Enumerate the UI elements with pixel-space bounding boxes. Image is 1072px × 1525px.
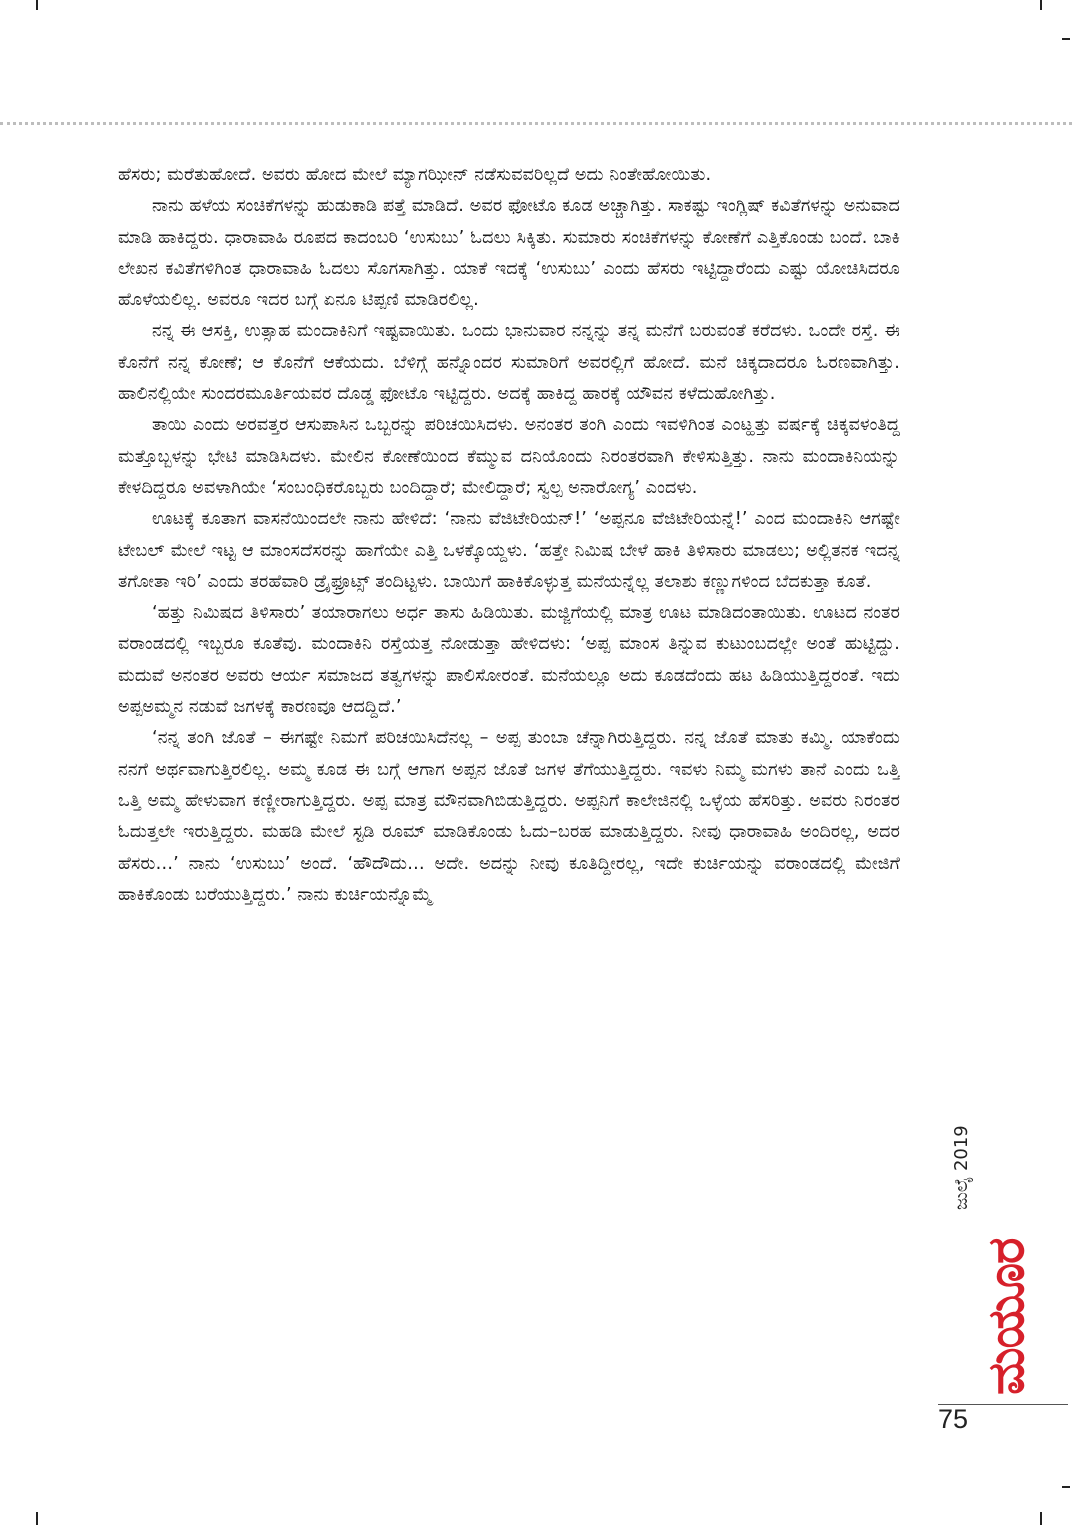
magazine-logo: ಮಯೂರ <box>977 1238 1035 1395</box>
article-paragraph: ‘ಹತ್ತು ನಿಮಿಷದ ತಿಳಿಸಾರು’ ತಯಾರಾಗಲು ಅರ್ಧ ತಾಸು ಹಿಡಿಯಿತು. ಮಜ್ಜಿಗೆಯಲ್ಲಿ ಮಾತ್ರ ಊಟ ಮಾಡಿದಂತಾಯಿತು. ಊಟದ ನಂತರ ವರಾಂಡದಲ್ಲಿ ಇಬ್ಬರೂ ಕೂತೆವು. ಮಂದಾಕಿನಿ ರಸ್ತೆಯತ್ತ ನೋಡುತ್ತಾ ಹೇಳಿದಳು: ‘ಅಪ್ಪ ಮಾಂಸ ತಿನ್ನುವ ಕುಟುಂಬದಲ್ಲೇ ಅಂತೆ ಹುಟ್ಟಿದ್ದು. ಮದುವೆ ಅನಂತರ ಅವರು ಆರ್ಯ ಸಮಾಜದ ತತ್ವಗಳನ್ನು ಪಾಲಿಸೋರಂತೆ. ಮನೆಯಲ್ಲೂ ಅದು ಕೂಡದೆಂದು ಹಟ ಹಿಡಿಯುತ್ತಿದ್ದರಂತೆ. ಇದು ಅಪ್ಪಅಮ್ಮನ ನಡುವೆ ಜಗಳಕ್ಕೆ ಕಾರಣವೂ ಆದದ್ದಿದೆ.’ <box>118 603 900 718</box>
crop-mark-right-bottom <box>1062 1486 1070 1488</box>
header-dotted-rule <box>0 122 1072 125</box>
crop-mark-right-top <box>1062 38 1070 40</box>
article-paragraph: ನನ್ನ ಈ ಆಸಕ್ತಿ, ಉತ್ಸಾಹ ಮಂದಾಕಿನಿಗೆ ಇಷ್ಟವಾಯಿತು. ಒಂದು ಭಾನುವಾರ ನನ್ನನ್ನು ತನ್ನ ಮನೆಗೆ ಬರುವಂತೆ ಕರೆದಳು. ಒಂದೇ ರಸ್ತೆ. ಈ ಕೊನೆಗೆ ನನ್ನ ಕೋಣೆ; ಆ ಕೊನೆಗೆ ಆಕೆಯದು. ಬೆಳಿಗ್ಗೆ ಹನ್ನೊಂದರ ಸುಮಾರಿಗೆ ಅವರಲ್ಲಿಗೆ ಹೋದೆ. ಮನೆ ಚಿಕ್ಕದಾದರೂ ಓರಣವಾಗಿತ್ತು. ಹಾಲಿನಲ್ಲಿಯೇ ಸುಂದರಮೂರ್ತಿಯವರ ದೊಡ್ಡ ಫೋಟೊ ಇಟ್ಟಿದ್ದರು. ಅದಕ್ಕೆ ಹಾಕಿದ್ದ ಹಾರಕ್ಕೆ ಯೌವನ ಕಳೆದುಹೋಗಿತ್ತು. <box>118 321 900 405</box>
crop-mark-bottom-right <box>1040 1512 1042 1525</box>
article-paragraph: ಹೆಸರು; ಮರೆತುಹೋದೆ. ಅವರು ಹೋದ ಮೇಲೆ ಮ್ಯಾಗಝೀನ್ ನಡೆಸುವವರಿಲ್ಲದೆ ಅದು ನಿಂತೇಹೋಯಿತು. <box>118 165 712 185</box>
crop-mark-top-left <box>36 0 38 10</box>
article-paragraph: ನಾನು ಹಳೆಯ ಸಂಚಿಕೆಗಳನ್ನು ಹುಡುಕಾಡಿ ಪತ್ತೆ ಮಾಡಿದೆ. ಅವರ ಫೋಟೊ ಕೂಡ ಅಚ್ಚಾಗಿತ್ತು. ಸಾಕಷ್ಟು ಇಂಗ್ಲಿಷ್ ಕವಿತೆಗಳನ್ನು ಅನುವಾದ ಮಾಡಿ ಹಾಕಿದ್ದರು. ಧಾರಾವಾಹಿ ರೂಪದ ಕಾದಂಬರಿ ‘ಉಸುಬು’ ಓದಲು ಸಿಕ್ಕಿತು. ಸುಮಾರು ಸಂಚಿಕೆಗಳನ್ನು ಕೋಣೆಗೆ ಎತ್ತಿಕೊಂಡು ಬಂದೆ. ಬಾಕಿ ಲೇಖನ ಕವಿತೆಗಳಿಗಿಂತ ಧಾರಾವಾಹಿ ಓದಲು ಸೊಗಸಾಗಿತ್ತು. ಯಾಕೆ ಇದಕ್ಕೆ ‘ಉಸುಬು’ ಎಂದು ಹೆಸರು ಇಟ್ಟಿದ್ದಾರೆಂದು ಎಷ್ಟು ಯೋಚಿಸಿದರೂ ಹೊಳೆಯಲಿಲ್ಲ. ಅವರೂ ಇದರ ಬಗ್ಗೆ ಏನೂ ಟಿಪ್ಪಣಿ ಮಾಡಿರಲಿಲ್ಲ. <box>118 196 900 311</box>
article-body <box>118 160 900 1415</box>
article-paragraph: ಊಟಕ್ಕೆ ಕೂತಾಗ ವಾಸನೆಯಿಂದಲೇ ನಾನು ಹೇಳಿದೆ: ‘ನಾನು ವೆಜಿಟೇರಿಯನ್!’ ‘ಅಪ್ಪನೂ ವೆಜಿಟೇರಿಯನ್ನೆ!’ ಎಂದ ಮಂದಾಕಿನಿ ಆಗಷ್ಟೇ ಟೇಬಲ್ ಮೇಲೆ ಇಟ್ಟ ಆ ಮಾಂಸದೆಸರನ್ನು ಹಾಗೆಯೇ ಎತ್ತಿ ಒಳಕ್ಕೊಯ್ದಳು. ‘ಹತ್ತೇ ನಿಮಿಷ ಬೇಳೆ ಹಾಕಿ ತಿಳಿಸಾರು ಮಾಡಲು; ಅಲ್ಲಿತನಕ ಇದನ್ನ ತಗೋತಾ ಇರಿ’ ಎಂದು ತರಹೆವಾರಿ ಡ್ರೈಫ್ರೂಟ್ಸ್ ತಂದಿಟ್ಟಳು. ಬಾಯಿಗೆ ಹಾಕಿಕೊಳ್ಳುತ್ತ ಮನೆಯನ್ನೆಲ್ಲ ತಲಾಶು ಕಣ್ಣುಗಳಿಂದ ಬೆದಕುತ್ತಾ ಕೂತೆ. <box>118 509 900 592</box>
page-number: 75 <box>938 1404 969 1434</box>
article-paragraph: ‘ನನ್ನ ತಂಗಿ ಜೊತೆ – ಈಗಷ್ಟೇ ನಿಮಗೆ ಪರಿಚಯಿಸಿದೆನಲ್ಲ – ಅಪ್ಪ ತುಂಬಾ ಚೆನ್ನಾಗಿರುತ್ತಿದ್ದರು. ನನ್ನ ಜೊತೆ ಮಾತು ಕಮ್ಮಿ. ಯಾಕೆಂದು ನನಗೆ ಅರ್ಥವಾಗುತ್ತಿರಲಿಲ್ಲ. ಅಮ್ಮ ಕೂಡ ಈ ಬಗ್ಗೆ ಆಗಾಗ ಅಪ್ಪನ ಜೊತೆ ಜಗಳ ತೆಗೆಯುತ್ತಿದ್ದರು. ಇವಳು ನಿಮ್ಮ ಮಗಳು ತಾನೆ ಎಂದು ಒತ್ತಿ ಒತ್ತಿ ಅಮ್ಮ ಹೇಳುವಾಗ ಕಣ್ಣೀರಾಗುತ್ತಿದ್ದರು. ಅಪ್ಪ ಮಾತ್ರ ಮೌನವಾಗಿಬಿಡುತ್ತಿದ್ದರು. ಅಪ್ಪನಿಗೆ ಕಾಲೇಜಿನಲ್ಲಿ ಒಳ್ಳೆಯ ಹೆಸರಿತ್ತು. ಅವರು ನಿರಂತರ ಓದುತ್ತಲೇ ಇರುತ್ತಿದ್ದರು. ಮಹಡಿ ಮೇಲೆ ಸ್ಟಡಿ ರೂಮ್ ಮಾಡಿಕೊಂಡು ಓದು–ಬರಹ ಮಾಡುತ್ತಿದ್ದರು. ನೀವು ಧಾರಾವಾಹಿ ಅಂದಿರಲ್ಲ, ಅದರ ಹೆಸರು…’ ನಾನು ‘ಉಸುಬು’ ಅಂದೆ. ‘ಹೌದೌದು… ಅದೇ. ಅದನ್ನು ನೀವು ಕೂತಿದ್ದೀರಲ್ಲ, ಇದೇ ಕುರ್ಚಿಯನ್ನು ವರಾಂಡದಲ್ಲಿ ಮೇಜಿಗೆ ಹಾಕಿಕೊಂಡು ಬರೆಯುತ್ತಿದ್ದರು.’ ನಾನು ಕುರ್ಚಿಯನ್ನೊಮ್ಮೆ <box>118 728 900 905</box>
magazine-sidebar <box>915 1090 1035 1395</box>
issue-date: ಜುಲೈ 2019 <box>951 1125 972 1210</box>
article-paragraph: ತಾಯಿ ಎಂದು ಅರವತ್ತರ ಆಸುಪಾಸಿನ ಒಬ್ಬರನ್ನು ಪರಿಚಯಿಸಿದಳು. ಅನಂತರ ತಂಗಿ ಎಂದು ಇವಳಿಗಿಂತ ಎಂಟ್ಹತ್ತು ವರ್ಷಕ್ಕೆ ಚಿಕ್ಕವಳಂತಿದ್ದ ಮತ್ತೊಬ್ಬಳನ್ನು ಭೇಟಿ ಮಾಡಿಸಿದಳು. ಮೇಲಿನ ಕೋಣೆಯಿಂದ ಕೆಮ್ಮುವ ದನಿಯೊಂದು ನಿರಂತರವಾಗಿ ಕೇಳಿಸುತ್ತಿತ್ತು. ನಾನು ಮಂದಾಕಿನಿಯನ್ನು ಕೇಳದಿದ್ದರೂ ಅವಳಾಗಿಯೇ ‘ಸಂಬಂಧಿಕರೊಬ್ಬರು ಬಂದಿದ್ದಾರೆ; ಮೇಲಿದ್ದಾರೆ; ಸ್ವಲ್ಪ ಅನಾರೋಗ್ಯ’ ಎಂದಳು. <box>118 415 900 498</box>
crop-mark-bottom-left <box>36 1512 38 1525</box>
crop-mark-top-right <box>1040 0 1042 10</box>
